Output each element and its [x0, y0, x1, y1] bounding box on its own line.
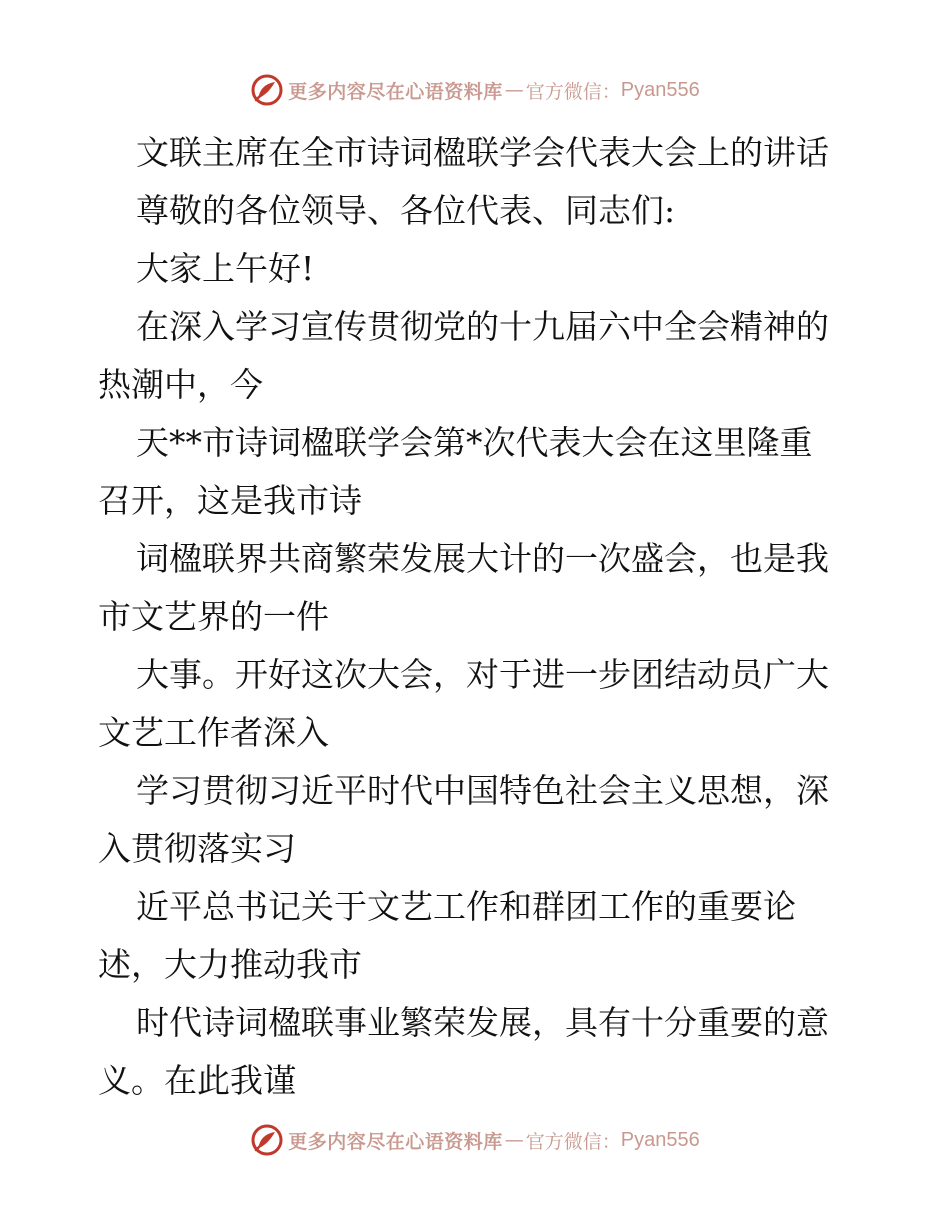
- banner-wechat-label: 官方微信：: [525, 80, 621, 103]
- banner-dash: —: [504, 1129, 524, 1151]
- paragraph-line: 市文艺界的一件: [98, 597, 329, 636]
- paragraph-line: 在深入学习宣传贯彻党的十九届六中全会精神的: [136, 307, 829, 346]
- paragraph-line: 时代诗词楹联事业繁荣发展，具有十分重要的意: [136, 1003, 829, 1042]
- banner-main-text: 更多内容尽在心语资料库: [288, 1130, 503, 1153]
- paragraph-line: 学习贯彻习近平时代中国特色社会主义思想，深: [136, 771, 829, 810]
- banner-dash: —: [504, 79, 524, 101]
- banner-wechat-id: Pyan556: [620, 78, 700, 101]
- paragraph-line: 近平总书记关于文艺工作和群团工作的重要论: [136, 887, 796, 926]
- header-banner: [0, 72, 950, 108]
- paragraph-line: 召开，这是我市诗: [98, 481, 362, 520]
- footer-banner: [0, 1122, 950, 1158]
- paragraph-line: 文联主席在全市诗词楹联学会代表大会上的讲话: [136, 133, 829, 172]
- banner-wechat-id: Pyan556: [620, 1128, 700, 1151]
- paragraph-line: 热潮中，今: [98, 365, 263, 404]
- paragraph-line: 大家上午好!: [136, 249, 315, 288]
- paragraph-line: 大事。开好这次大会，对于进一步团结动员广大: [136, 655, 829, 694]
- logo-icon: [250, 73, 284, 107]
- document-body: [98, 124, 858, 1110]
- paragraph-line: 述，大力推动我市: [98, 945, 362, 984]
- paragraph-line: 天**市诗词楹联学会第*次代表大会在这里隆重: [136, 423, 813, 462]
- paragraph-line: 文艺工作者深入: [98, 713, 329, 752]
- logo-icon: [250, 1123, 284, 1157]
- paragraph-line: 尊敬的各位领导、各位代表、同志们:: [136, 191, 676, 230]
- paragraph-line: 词楹联界共商繁荣发展大计的一次盛会，也是我: [136, 539, 829, 578]
- banner-main-text: 更多内容尽在心语资料库: [288, 80, 503, 103]
- paragraph-line: 入贯彻落实习: [98, 829, 296, 868]
- paragraph-line: 义。在此我谨: [98, 1061, 296, 1100]
- banner-wechat-label: 官方微信：: [525, 1130, 621, 1153]
